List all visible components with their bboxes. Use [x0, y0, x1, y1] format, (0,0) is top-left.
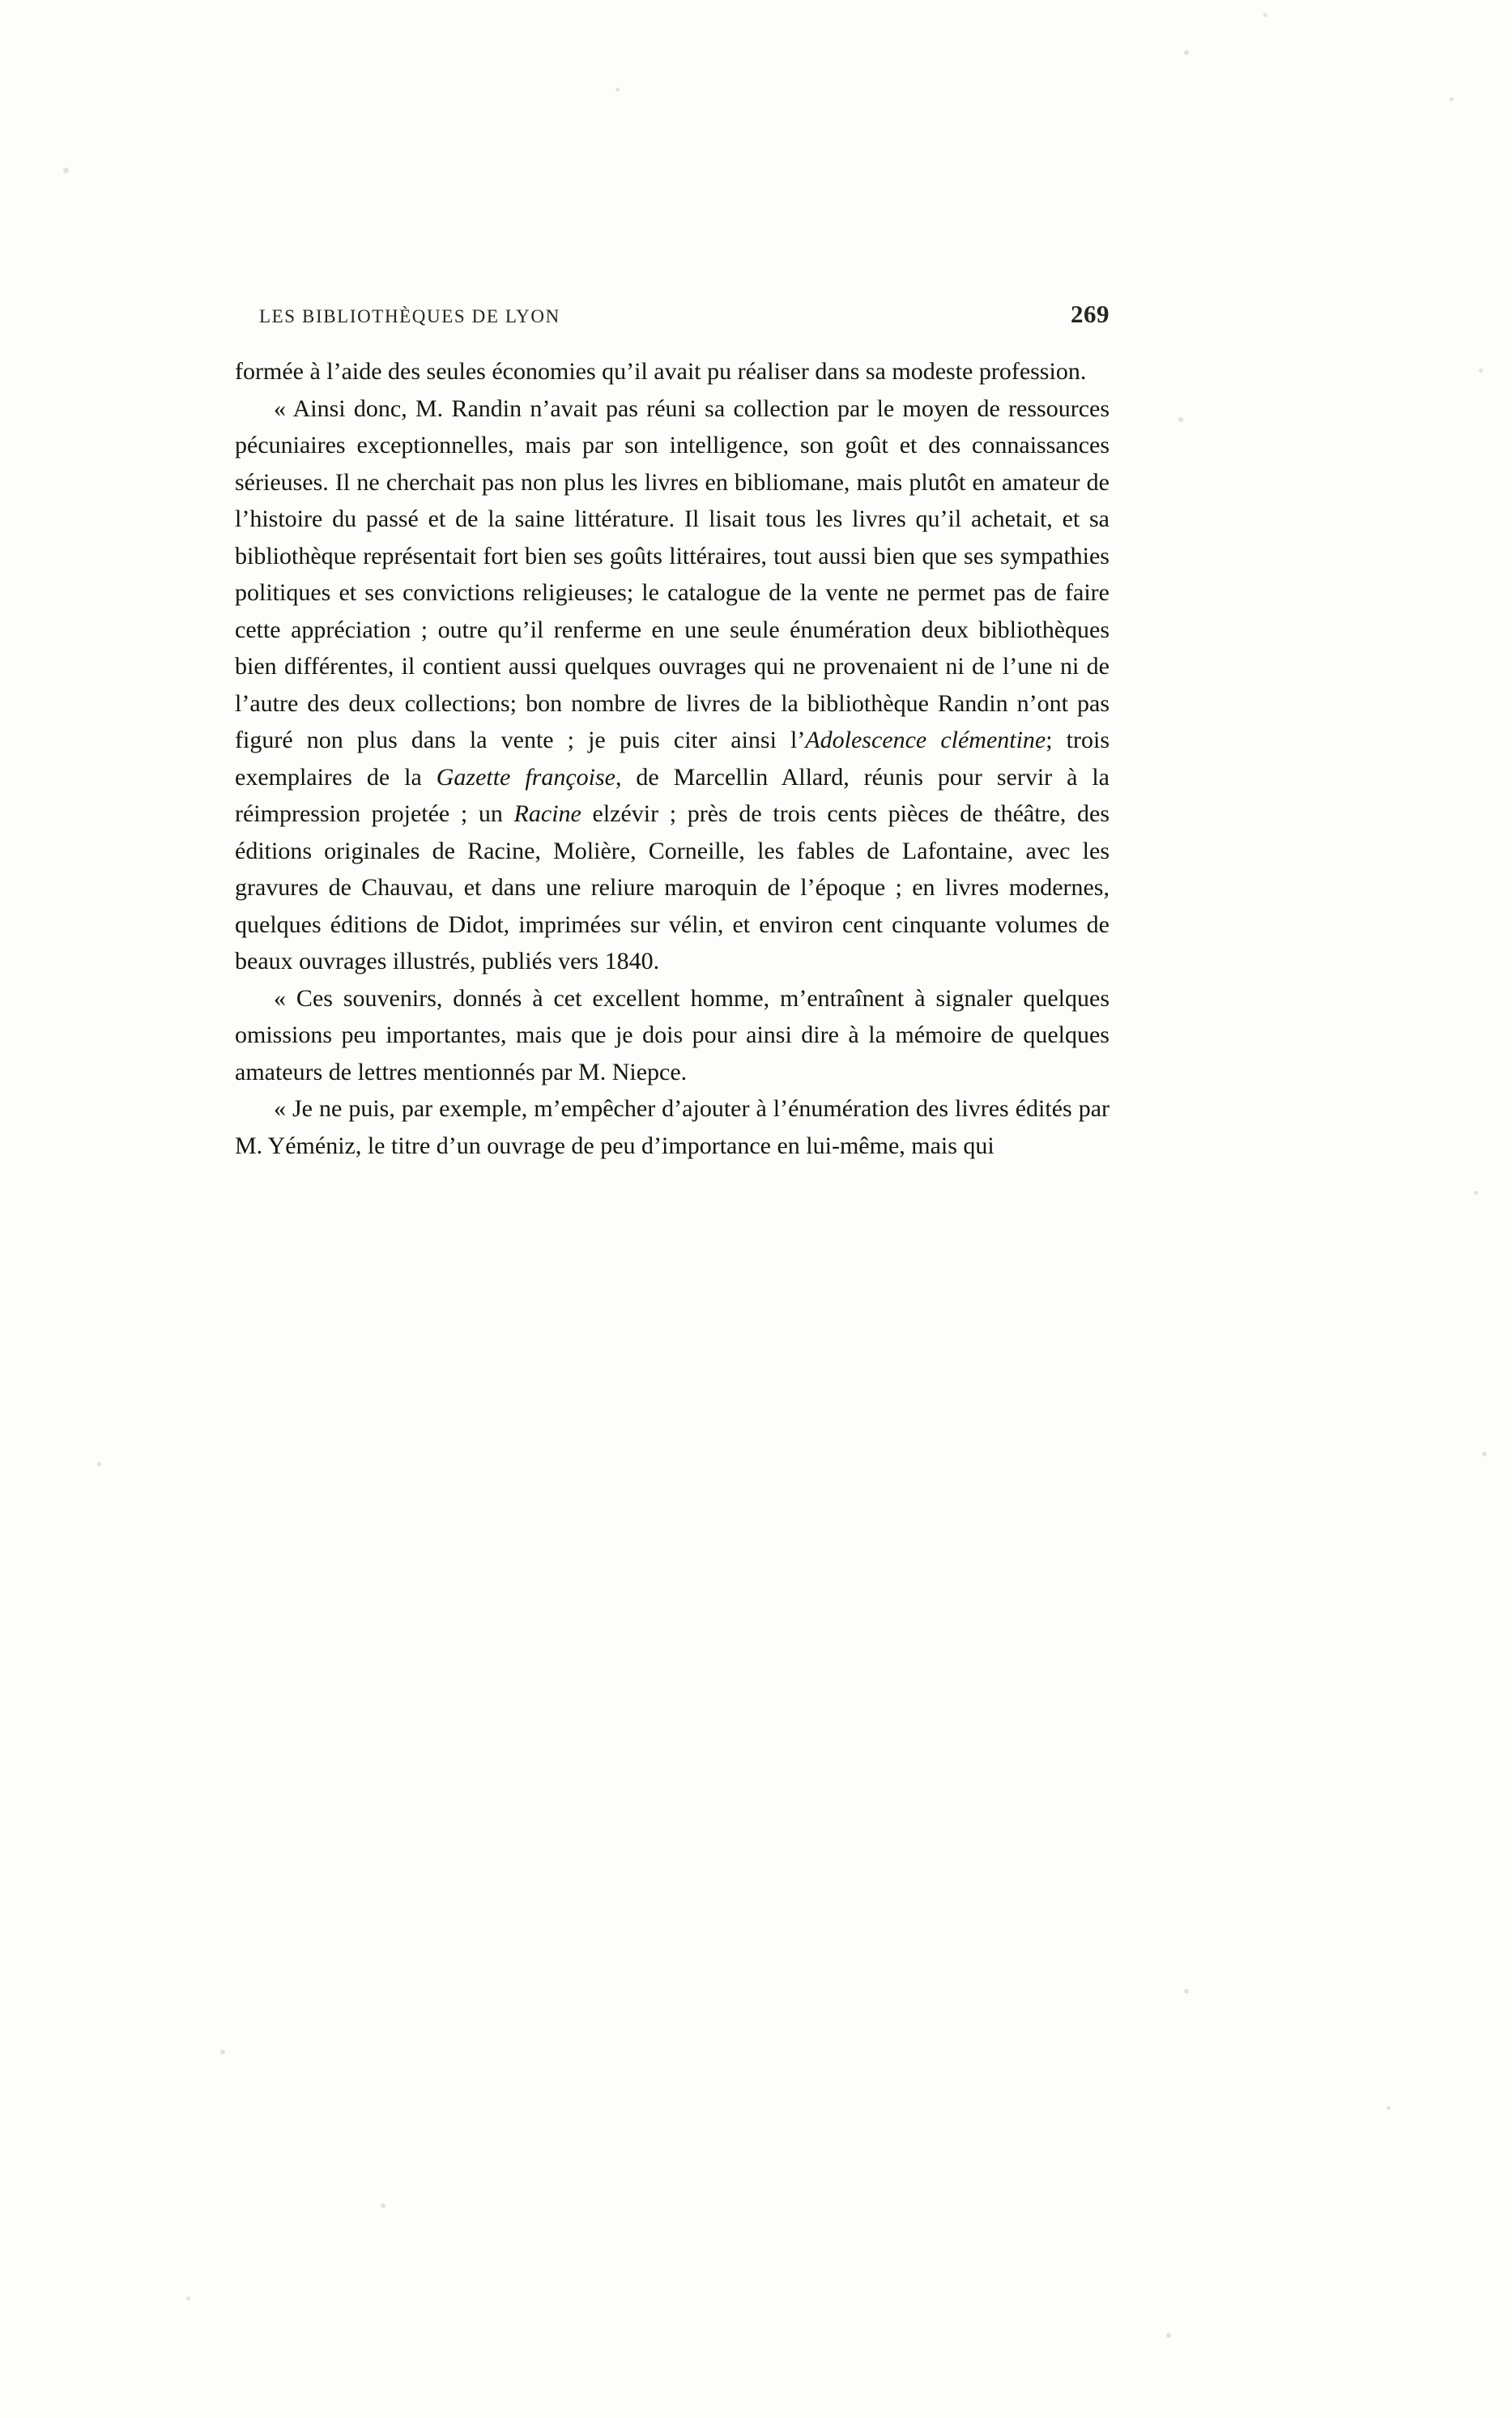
- paper-speck: [381, 2203, 385, 2208]
- paper-speck: [1474, 1191, 1478, 1195]
- paragraph-2-lead: « Ainsi donc, M. Randin n’avait pas réuni sa collection par le moyen de ressources pécuniaires exceptionnelles, mais par son intelligence, son goût et des connaissances sérieuses. Il ne cherchait pas non plus les livres en bibliomane, mais plutôt en amateur de l’histoire du passé et de la saine littérature. Il lisait tous les livres qu’il achetait, et sa bibliothèque représentait fort bien ses goûts littéraires, tout aussi bien que ses sympathies politiques et ses convictions religieuses; le catalogue de la vente ne permet pas de faire cette appréciation ; outre qu’il renferme en une seule énumération deux bibliothèques bien différentes, il contient aussi quelques ouvrages qui ne provenaient ni de l’une ni de l’autre des deux collections; bon nombre de livres de la bibliothèque Randin n’ont pas figuré non plus dans la vente ; je puis citer ainsi l’: [235, 394, 1110, 753]
- paper-speck: [97, 1462, 101, 1466]
- paper-speck: [1166, 2333, 1171, 2338]
- paper-speck: [1482, 1452, 1487, 1456]
- body-text: [235, 353, 1110, 1164]
- paper-speck: [186, 2296, 190, 2301]
- paragraph-1: formée à l’aide des seules économies qu’il avait pu réaliser dans sa modeste profession.: [235, 358, 1087, 385]
- paper-speck: [1178, 417, 1183, 422]
- running-head-title: LES BIBLIOTHÈQUES DE LYON: [259, 306, 560, 326]
- title-racine: Racine: [513, 800, 581, 827]
- paragraph-4: « Je ne puis, par exemple, m’empêcher d’ajouter à l’énumération des livres édités par M. Yéméniz, le titre d’un ouvrage de peu d’importance en lui-même, mais qui: [235, 1095, 1110, 1159]
- paper-speck: [63, 168, 69, 173]
- page-content: [235, 300, 1110, 1164]
- running-head: [235, 300, 1110, 329]
- paragraph-2-mid2: , de Marcellin Allard, réunis pour servir à la réimpression projetée ; un: [235, 763, 1110, 827]
- paper-speck: [1386, 2106, 1391, 2110]
- paper-speck: [1184, 1989, 1189, 1994]
- paper-speck: [1184, 50, 1189, 55]
- paragraph-2-tail: elzévir ; près de trois cents pièces de théâtre, des éditions originales de Racine, Molière, Corneille, les fables de Lafontaine, avec les gravures de Chauvau, et dans une reliure maroquin de l’époque ; en livres modernes, quelques éditions de Didot, imprimées sur vélin, et environ cent cinquante volumes de beaux ouvrages illustrés, publiés vers 1840.: [235, 800, 1110, 974]
- page-number: 269: [1071, 300, 1110, 328]
- paragraph-2: [235, 390, 1110, 980]
- title-gazette-francoise: Gazette françoise: [436, 763, 615, 791]
- paper-speck: [1479, 369, 1483, 373]
- paper-speck: [1450, 97, 1454, 101]
- paper-speck: [615, 87, 620, 92]
- title-adolescence-clementine: Adolescence clémentine: [805, 727, 1046, 753]
- paragraph-3: « Ces souvenirs, donnés à cet excellent homme, m’entraînent à signaler quelques omissions peu importantes, mais que je dois pour ainsi dire à la mémoire de quelques amateurs de lettres mentionnés par M. Niepce.: [235, 984, 1110, 1085]
- paper-speck: [1263, 13, 1267, 17]
- paragraph-2-mid1: ; trois exemplaires de la: [235, 727, 1110, 791]
- paper-speck: [220, 2049, 225, 2054]
